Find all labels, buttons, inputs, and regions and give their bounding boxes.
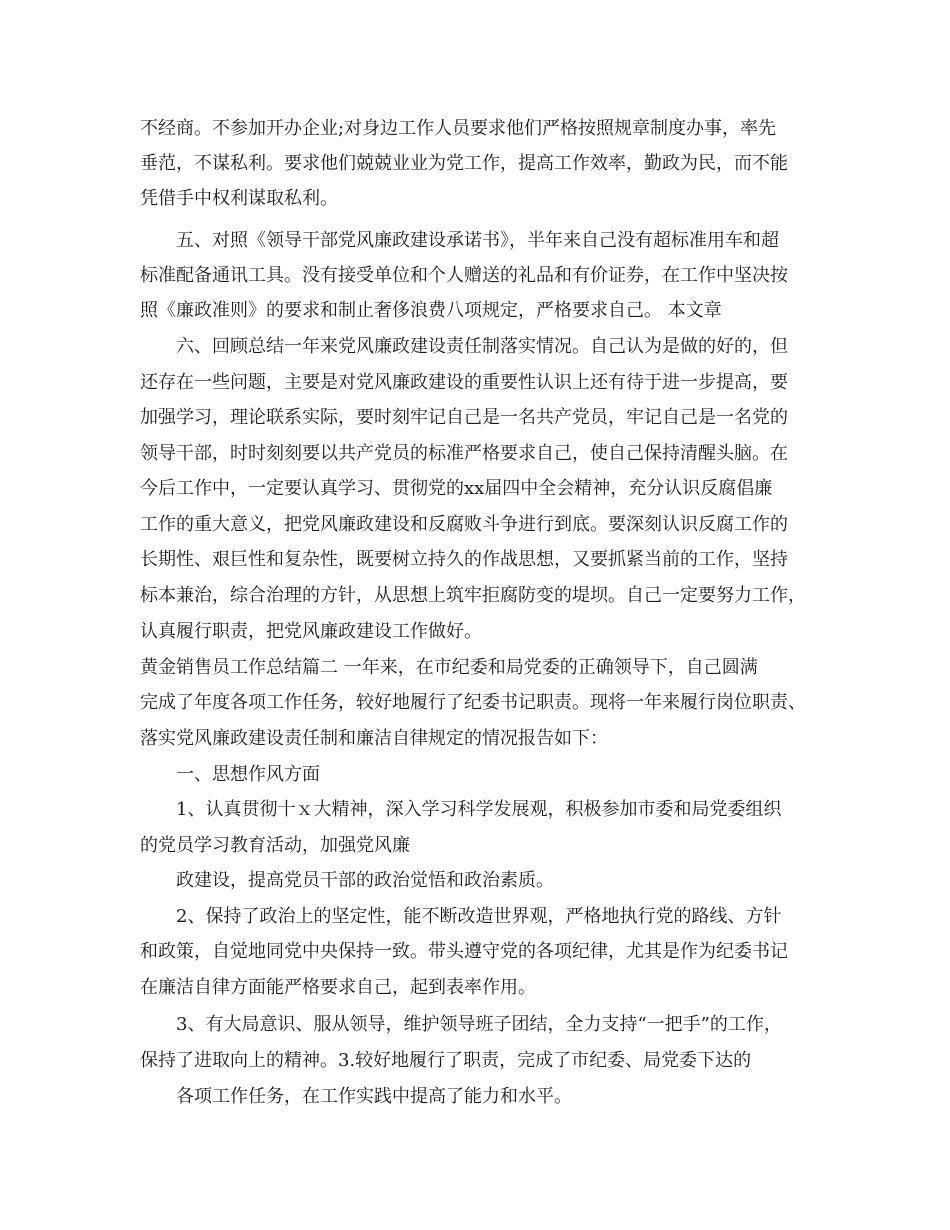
text-line: 政建设，提高党员干部的政治觉悟和政治素质。 xyxy=(176,870,554,891)
text-line: 落实党风廉政建设责任制和廉洁自律规定的情况报告如下： xyxy=(140,728,608,749)
text-line: 标准配备通讯工具。没有接受单位和个人赠送的礼品和有价证券，在工作中坚决按 xyxy=(140,265,788,286)
text-line: 工作的重大意义，把党风廉政建设和反腐败斗争进行到底。要深刻认识反腐工作的 xyxy=(140,514,788,535)
text-line: 五、对照《领导干部党风廉政建设承诺书》，半年来自己没有超标准用车和超 xyxy=(176,230,779,251)
text-line: 完成了年度各项工作任务，较好地履行了纪委书记职责。现将一年来履行岗位职责、 xyxy=(140,692,806,713)
text-line: 凭借手中权利谋取私利。 xyxy=(140,188,338,209)
section-heading: 黄金销售员工作总结篇二 一年来，在市纪委和局党委的正确领导下，自己圆满 xyxy=(140,657,758,678)
text-line: 长期性、艰巨性和复杂性，既要树立持久的作战思想，又要抓紧当前的工作，坚持 xyxy=(140,549,788,570)
text-line: 和政策，自觉地同党中央保持一致。带头遵守党的各项纪律，尤其是作为纪委书记 xyxy=(140,941,788,962)
text-line: 今后工作中，一定要认真学习、贯彻党的xx届四中全会精神，充分认识反腐倡廉 xyxy=(140,478,773,499)
text-line: 1、认真贯彻十ｘ大精神，深入学习科学发展观，积极参加市委和局党委组织 xyxy=(176,799,782,820)
text-line: 认真履行职责，把党风廉政建设工作做好。 xyxy=(140,621,482,642)
text-line: 垂范，不谋私利。要求他们兢兢业业为党工作，提高工作效率，勤政为民，而不能 xyxy=(140,153,788,174)
text-line: 2、保持了政治上的坚定性，能不断改造世界观，严格地执行党的路线、方针 xyxy=(176,906,782,927)
text-line: 3、有大局意识、服从领导，维护领导班子团结，全力支持“一把手”的工作， xyxy=(176,1014,782,1035)
text-line: 保持了进取向上的精神。3.较好地履行了职责，完成了市纪委、局党委下达的 xyxy=(140,1050,752,1071)
text-line: 标本兼治，综合治理的方针，从思想上筑牢拒腐防变的堤坝。自己一定要努力工作， xyxy=(140,585,806,606)
text-line: 六、回顾总结一年来党风廉政建设责任制落实情况。自己认为是做的好的，但 xyxy=(176,336,788,357)
text-line: 加强学习，理论联系实际，要时刻牢记自己是一名共产党员，牢记自己是一名党的 xyxy=(140,407,788,428)
text-line: 还存在一些问题，主要是对党风廉政建设的重要性认识上还有待于进一步提高，要 xyxy=(140,372,788,393)
text-line: 领导干部，时时刻刻要以共产党员的标准严格要求自己，使自己保持清醒头脑。在 xyxy=(140,443,788,464)
text-line: 在廉洁自律方面能严格要求自己，起到表率作用。 xyxy=(140,977,536,998)
text-line: 照《廉政准则》的要求和制止奢侈浪费八项规定，严格要求自己。 本文章 xyxy=(140,300,722,321)
text-line: 一、思想作风方面 xyxy=(176,764,320,785)
text-line: 的党员学习教育活动，加强党风廉 xyxy=(140,835,410,856)
text-line: 各项工作任务，在工作实践中提高了能力和水平。 xyxy=(176,1086,572,1107)
text-line: 不经商。不参加开办企业;对身边工作人员要求他们严格按照规章制度办事，率先 xyxy=(140,118,777,139)
